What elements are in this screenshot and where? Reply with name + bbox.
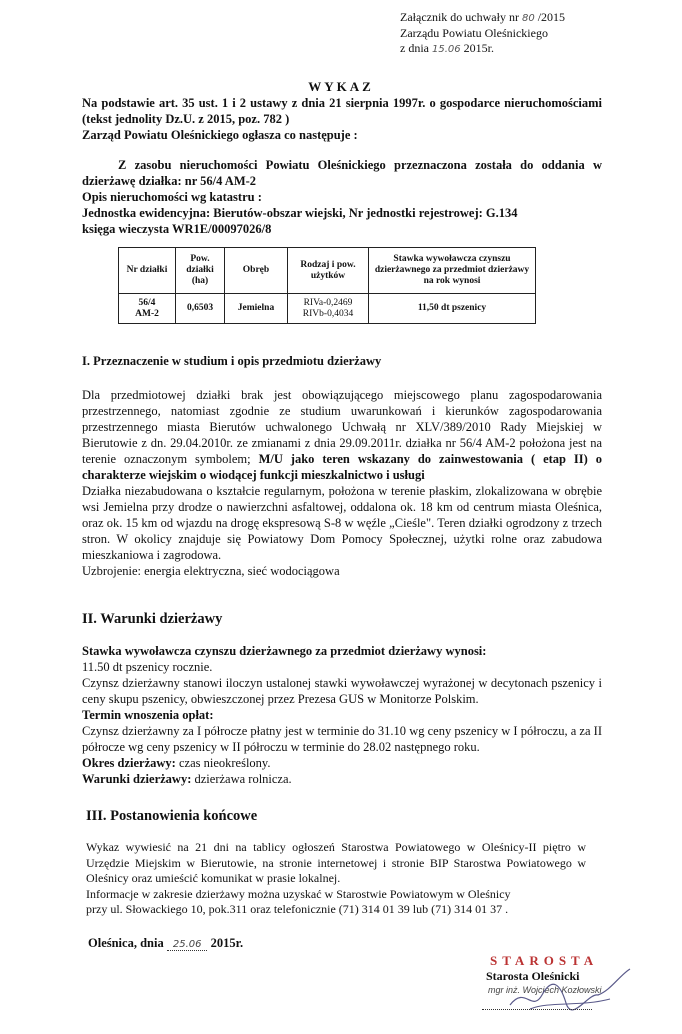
- footer-date: [88, 936, 243, 951]
- rent-label: Stawka wywoławcza czynszu dzierżawnego za przedmiot dzierżawy wynosi:: [82, 644, 487, 658]
- cell-pow: 0,6503: [176, 294, 225, 324]
- cell-stawka: 11,50 dt pszenicy: [369, 294, 536, 324]
- signature-line: [482, 1008, 592, 1010]
- header-date-year: 2015r.: [463, 41, 494, 55]
- property-line-2: Opis nieruchomości wg katastru :: [82, 190, 262, 204]
- section-3-paragraph-2b: przy ul. Słowackiego 10, pok.311 oraz telefonicznie (71) 314 01 39 lub (71) 314 01 37 .: [86, 902, 509, 916]
- lease-period: [82, 755, 602, 771]
- cell-nr: [119, 294, 176, 324]
- table-header-row: [119, 248, 536, 294]
- rent-description: Czynsz dzierżawny stanowi iloczyn ustalonej stawki wywoławczej wyrażonej w decytonach pszenicy i ceny skupu pszenicy, obwieszczonej przez Prezesa GUS w Monitorze Polskim.: [82, 676, 602, 706]
- stamp-name: Starosta Oleśnicki: [486, 969, 580, 983]
- stamp-title: STAROSTA: [490, 953, 599, 968]
- lease-period-label: Okres dzierżawy:: [82, 756, 176, 770]
- property-line-3: Jednostka ewidencyjna: Bierutów-obszar wiejski, Nr jednostki rejestrowej: G.134: [82, 206, 518, 220]
- col-header-pow: Pow. działki (ha): [176, 248, 225, 294]
- footer-place: Oleśnica, dnia: [88, 936, 164, 950]
- section-1-body: [82, 387, 602, 579]
- section-3-heading: III. Postanowienia końcowe: [86, 808, 258, 824]
- col-header-stawka: Stawka wywoławcza czynszu dzierżawnego za przedmiot dzierżawy na rok wynosi: [369, 248, 536, 294]
- stamp-subtitle: mgr inż. Wojciech Kozłowski: [488, 985, 602, 995]
- section-3-paragraph-2a: Informacje w zakresie dzierżawy można uzyskać w Starostwie Powiatowym w Oleśnicy: [86, 886, 511, 901]
- payment-term-label: Termin wnoszenia opłat:: [82, 708, 214, 722]
- header-board-name: Zarządu Powiatu Oleśnickiego: [400, 26, 548, 40]
- property-description: [82, 157, 602, 237]
- footer-year: 2015r.: [210, 936, 244, 950]
- cell-uzytki-a: RIVa-0,2469: [303, 297, 353, 308]
- handwritten-date: 15.06: [432, 44, 461, 55]
- cell-obreb: Jemielna: [225, 294, 288, 324]
- header-resolution-label: Załącznik do uchwały nr: [400, 10, 519, 24]
- lease-conditions: [82, 771, 602, 787]
- announcement: Zarząd Powiatu Oleśnickiego ogłasza co następuje :: [82, 128, 358, 142]
- section-1-paragraph-2: Działka niezabudowana o kształcie regularnym, położona w terenie płaskim, zlokalizowana w obrębie wsi Jemielna przy drodze o nawierzchni asfaltowej, oddalona ok. 18 km od centrum miasta Oleśnica, oraz ok. 15 km od wjazdu na drogę ekspresową S-8 w węźle „Cieśle". Teren działki ogrodzony z trzech stron. W okolicy znajduje się Powiatowy Dom Pomocy Społecznej, użytki rolne oraz zabudowa mieszkaniowa i zagrodowa.: [82, 484, 602, 562]
- cell-uzytki-b: RIVb-0,4034: [302, 308, 354, 319]
- rent-value: 11.50 dt pszenicy rocznie.: [82, 660, 213, 674]
- legal-basis: Na podstawie art. 35 ust. 1 i 2 ustawy z dnia 21 sierpnia 1997r. o gospodarce nieruchomościami (tekst jednolity Dz.U. z 2015, poz. 782 ): [82, 96, 602, 126]
- section-1-plan-symbol: M/U jako teren wskazany do zainwestowania ( etap II) o charakterze wiejskim o wiodącej funkcji mieszkalnictwo i usługi: [82, 452, 602, 482]
- col-header-uzytki: Rodzaj i pow. użytków: [288, 248, 369, 294]
- cell-nr-map: AM-2: [135, 308, 159, 319]
- section-2-body: [82, 643, 602, 787]
- property-line-1: Z zasobu nieruchomości Powiatu Oleśnickiego przeznaczona została do oddania w dzierżawę działka: nr 56/4 AM-2: [82, 158, 602, 188]
- handwritten-footer-date: 25.06: [167, 939, 208, 951]
- handwritten-resolution-number: 80: [521, 13, 535, 24]
- lease-period-value: czas nieokreślony.: [178, 756, 271, 770]
- section-1-plan-text: Dla przedmiotowej działki brak jest obowiązującego miejscowego planu zagospodarowania przestrzennego, natomiast zgodnie ze studium uwarunkowań i kierunków zagospodarowania przestrzennego miasta Bierutów uchwalonego Uchwałą nr XLV/389/2010 Rady Miejskiej w Bierutowie z dn. 29.04.2010r. ze zmianami z dnia 29.09.2011r. działka nr 56/4 AM-2 położona jest na terenie oznaczonym symbolem;: [82, 388, 602, 466]
- cell-nr-parcel: 56/4: [138, 297, 156, 308]
- section-3-paragraph-1: Wykaz wywiesić na 21 dni na tablicy ogłoszeń Starostwa Powiatowego w Oleśnicy-II piętro w Urzędzie Miejskim w Bierutowie, na stronie internetowej i stronie BIP Starostwa Powiatowego w Oleśnicy oraz umieścić komunikat w prasie lokalnej.: [86, 840, 586, 885]
- lease-conditions-label: Warunki dzierżawy:: [82, 772, 192, 786]
- section-2-heading: II. Warunki dzierżawy: [82, 611, 223, 627]
- section-1-heading: I. Przeznaczenie w studium i opis przedmiotu dzierżawy: [82, 354, 382, 368]
- property-line-4: księga wieczysta WR1E/00097026/8: [82, 222, 272, 236]
- col-header-nr: Nr działki: [119, 248, 176, 294]
- header-line-resolution: [400, 10, 565, 26]
- signature-scribble: [470, 965, 640, 1025]
- table-row: [119, 294, 536, 324]
- payment-term-text: Czynsz dzierżawny za I półrocze płatny jest w terminie do 31.10 wg ceny pszenicy w I półroczu, a za II półrocze wg ceny pszenicy w II półroczu w terminie do 28.02 następnego roku.: [82, 724, 602, 754]
- header-date-label: z dnia: [400, 41, 429, 55]
- cell-uzytki: [288, 294, 369, 324]
- document-title: WYKAZ: [308, 79, 374, 94]
- col-header-obreb: Obręb: [225, 248, 288, 294]
- section-1-paragraph-3: Uzbrojenie: energia elektryczna, sieć wodociągowa: [82, 564, 340, 578]
- section-3-body: [86, 840, 586, 918]
- lease-conditions-value: dzierżawa rolnicza.: [194, 772, 292, 786]
- document-header: [400, 10, 565, 57]
- header-line-date: [400, 41, 565, 57]
- section-1-paragraph-1: [82, 387, 602, 483]
- parcel-table: [118, 247, 536, 324]
- header-resolution-year: /2015: [537, 10, 566, 24]
